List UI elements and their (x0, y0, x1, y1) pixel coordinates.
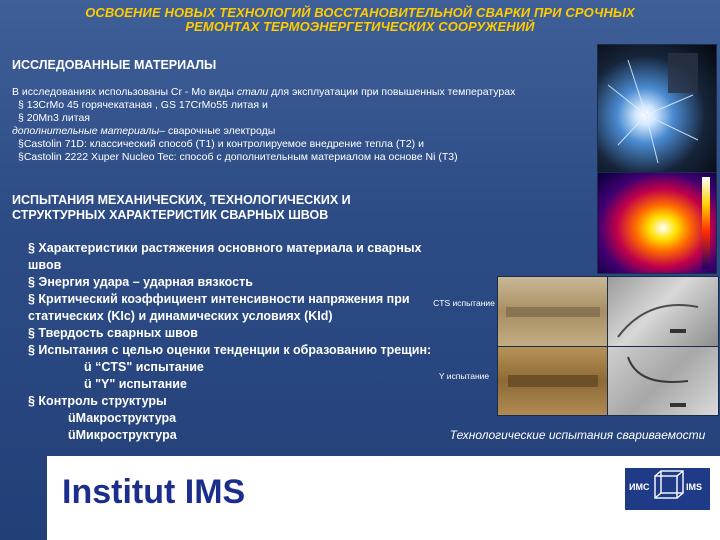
logo-right-text: IMS (686, 482, 703, 492)
test-subitem: üМикроструктура (68, 428, 177, 442)
y-weld-seam (498, 347, 608, 415)
test-subitem: ü "Y" испытание (84, 377, 187, 391)
material-item-2: § 20Mn3 литая (18, 112, 90, 124)
thermal-image (597, 172, 717, 274)
slide-title (0, 6, 720, 34)
logo-left-text: ИМС (629, 482, 650, 492)
test-item: § Контроль структуры (28, 394, 167, 408)
test-item: § Энергия удара – ударная вязкость (28, 275, 253, 289)
extra-rest: – сварочные электроды (159, 125, 276, 137)
cts-caption: CTS испытание (433, 298, 495, 308)
y-test-plate-photo (497, 346, 609, 416)
intro-emphasis: стали (236, 86, 269, 98)
cts-test-plate-photo (497, 276, 609, 348)
cts-macrostructure-photo (607, 276, 719, 348)
ims-logo-icon (625, 468, 710, 510)
section-heading-tests: ИСПЫТАНИЯ МЕХАНИЧЕСКИХ, ТЕХНОЛОГИЧЕСКИХ И СТРУКТУРНЫХ ХАРАКТЕРИСТИК СВАРНЫХ ШВОВ (12, 193, 351, 222)
electrode-item-1: §Castolin 71D: классический способ (T1) и контролируемое внедрение тепла (T2) и (18, 138, 424, 150)
section-heading-materials: ИССЛЕДОВАННЫЕ МАТЕРИАЛЫ (12, 58, 217, 72)
cts-macro-lines (608, 277, 718, 347)
y-caption: Y испытание (438, 371, 490, 381)
test-item: § Характеристики растяжения основного материала и сварных швов (28, 241, 422, 272)
test-subitem: üМакроструктура (68, 411, 177, 425)
institute-name: Institut IMS (62, 473, 246, 511)
y-macrostructure-photo (607, 346, 719, 416)
welding-photo (597, 44, 717, 174)
thermal-scale (598, 173, 716, 273)
extra-emphasis: дополнительные материалы (12, 125, 160, 137)
intro-part-b: для эксплуатации при повышенных температурах (268, 86, 516, 98)
material-item-1: § 13CrMo 45 горячекатаная , GS 17CrMo55 литая и (18, 99, 268, 111)
weld-sparks-image (598, 45, 716, 173)
test-item: § Испытания с целью оценки тенденции к образованию трещин: (28, 343, 432, 357)
technology-tests-caption: Технологические испытания свариваемости (449, 428, 706, 442)
title-line-1: ОСВОЕНИЕ НОВЫХ ТЕХНОЛОГИЙ ВОССТАНОВИТЕЛЬНОЙ СВАРКИ ПРИ СРОЧНЫХ (85, 5, 635, 20)
test-item: § Критический коэффициент интенсивности напряжения при статических (KIc) и динамических условиях (KId) (28, 292, 410, 323)
extra-materials (12, 125, 597, 138)
title-line-2: РЕМОНТАХ ТЕРМОЭНЕРГЕТИЧЕСКИХ СООРУЖЕНИЙ (185, 19, 535, 34)
electrode-item-2: §Castolin 2222 Xuper Nucleo Tec: способ с дополнительным материалом на основе Ni (T3) (18, 151, 458, 163)
cts-weld-seam (498, 277, 608, 347)
materials-text (12, 86, 597, 164)
materials-intro (12, 86, 597, 99)
intro-part-a: В исследованиях использованы Cr - Mo виды (12, 86, 237, 98)
y-macro-lines (608, 347, 718, 415)
test-subitem: ü “CTS" испытание (84, 360, 204, 374)
tests-list (28, 240, 438, 444)
test-item: § Твердость сварных швов (28, 326, 198, 340)
